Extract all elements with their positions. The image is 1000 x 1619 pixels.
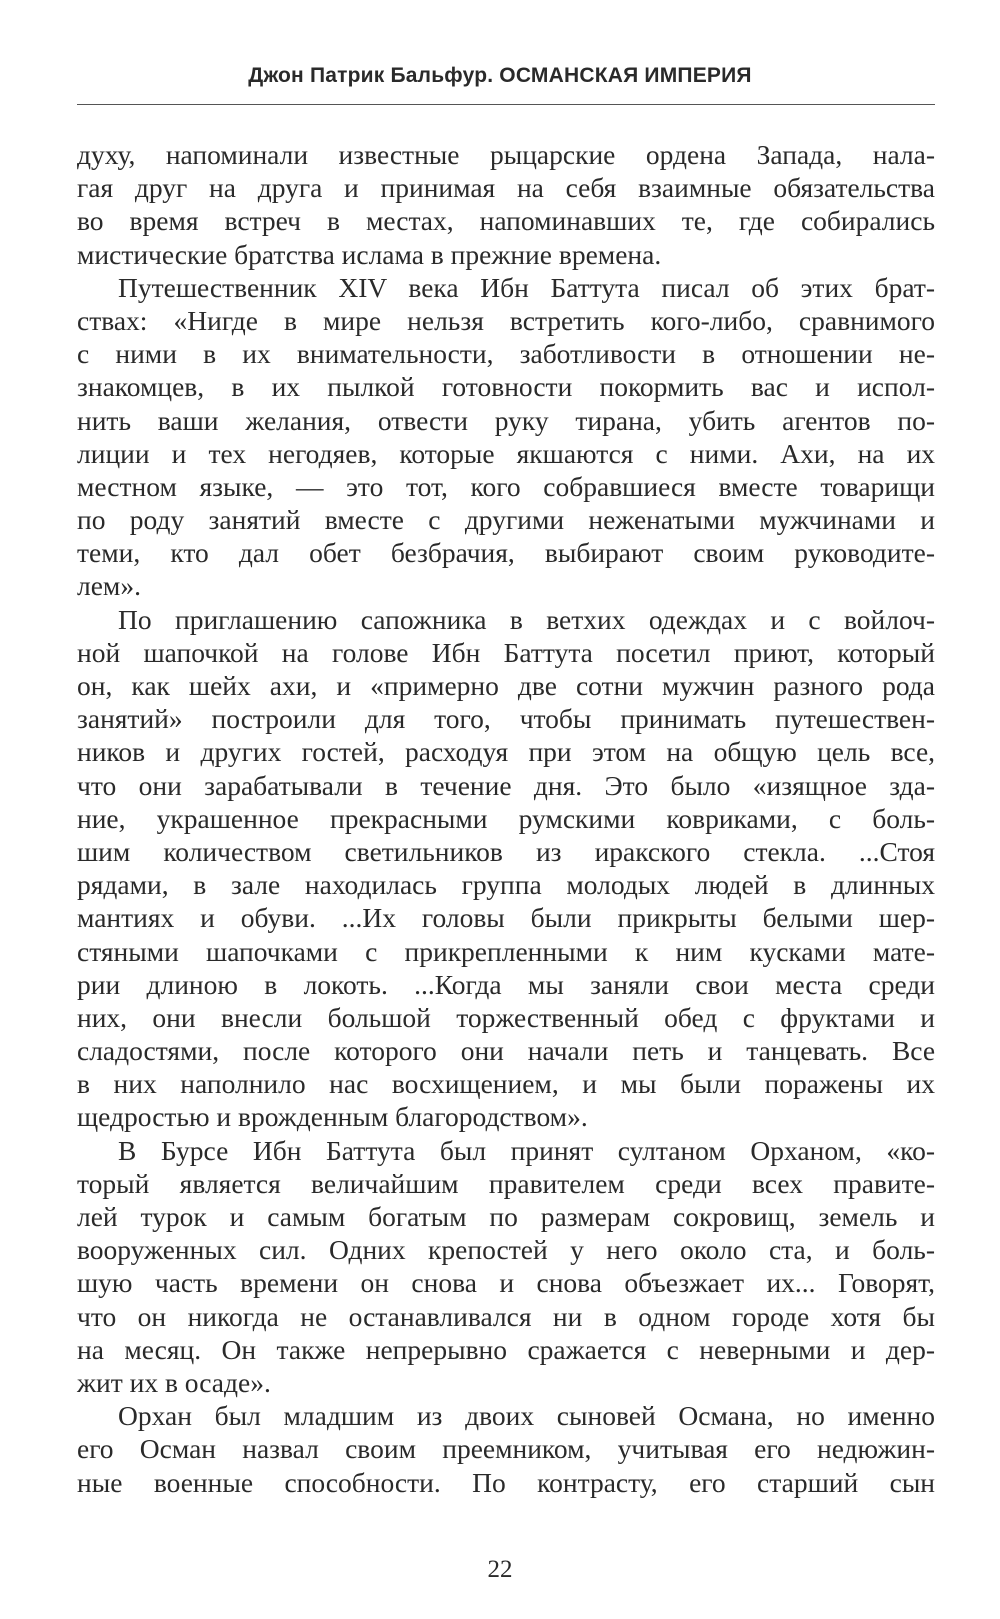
text-line: лей турок и самым богатым по размерам сокровищ, земель и — [77, 1201, 935, 1232]
text-line: мантиях и обуви. ...Их головы были прикрыты белыми шер- — [77, 902, 936, 934]
text-line: духу, напоминали известные рыцарские ордена Запада, нала- — [77, 139, 936, 170]
header-rule — [77, 104, 935, 105]
text-line: его Осман назвал своим преемником, учитывая его недюжин- — [77, 1433, 935, 1465]
text-line: что он никогда не останавливался ни в одном городе хотя бы — [77, 1300, 935, 1332]
page-number: 22 — [487, 1556, 513, 1583]
text-line: ствах: «Нигде в мире нельзя встретить кого-либо, сравнимого — [77, 304, 936, 336]
text-line: мистические братства ислама в прежние времена. — [77, 238, 662, 270]
text-line: на месяц. Он также непрерывно сражается с неверными и дер- — [77, 1333, 936, 1365]
text-line: что они зарабатывали в течение дня. Это было «изящное зда- — [77, 769, 935, 801]
text-line: лиции и тех негодяев, которые якшаются с ними. Ахи, на их — [77, 437, 936, 469]
text-line: шую часть времени он снова и снова объезжает их... Говорят, — [77, 1267, 935, 1299]
text-line: Орхан был младшим из двоих сыновей Османа, но именно — [118, 1400, 936, 1432]
text-line: шим количеством светильников из иракского стекла. ...Стоя — [77, 835, 936, 867]
body-text — [77, 138, 935, 1499]
text-line: По приглашению сапожника в ветхих одеждах и с войлоч- — [118, 603, 936, 635]
text-line: них, они внесли большой торжественный обед с фруктами и — [77, 1001, 936, 1033]
text-line: теми, кто дал обет безбрачия, выбирают своим руководите- — [77, 537, 935, 569]
text-line: ние, украшенное прекрасными румскими ковриками, с боль- — [77, 802, 936, 834]
text-line: щедростью и врожденным благородством». — [77, 1101, 588, 1133]
text-line: в них наполнило нас восхищением, и мы были поражены их — [77, 1068, 935, 1100]
text-line: ной шапочкой на голове Ибн Баттута посетил приют, который — [77, 636, 935, 668]
text-line: жит их в осаде». — [77, 1366, 271, 1398]
text-line: В Бурсе Ибн Баттута был принят султаном Орханом, «ко- — [118, 1134, 936, 1166]
text-line: он, как шейх ахи, и «примерно две сотни мужчин разного рода — [77, 670, 935, 701]
text-line: во время встреч в местах, напоминавших те, где собирались — [77, 205, 935, 237]
running-head-title: Джон Патрик Бальфур. ОСМАНСКАЯ ИМПЕРИЯ — [248, 64, 752, 87]
text-line: ные военные способности. По контрасту, его старший сын — [77, 1466, 936, 1498]
text-line: нить ваши желания, отвести руку тирана, убить агентов по- — [77, 404, 936, 436]
text-line: занятий» построили для того, чтобы принимать путешествен- — [77, 703, 936, 735]
text-line: по роду занятий вместе с другими неженатыми мужчинами и — [77, 504, 936, 536]
text-line: местном языке, — это тот, кого собравшиеся вместе товарищи — [77, 470, 935, 502]
text-line: рии длиною в локоть. ...Когда мы заняли свои места среди — [77, 968, 935, 1000]
text-line: ников и других гостей, расходуя при этом на общую цель все, — [77, 736, 936, 768]
text-line: сладостями, после которого они начали петь и танцевать. Все — [77, 1035, 936, 1067]
text-line: рядами, в зале находилась группа молодых людей в длинных — [77, 869, 936, 901]
text-line: вооруженных сил. Одних крепостей у него около ста, и боль- — [77, 1234, 935, 1266]
text-line: Путешественник XIV века Ибн Баттута писал об этих брат- — [118, 271, 935, 303]
text-line: знакомцев, в их пылкой готовности покормить вас и испол- — [77, 371, 935, 403]
text-line: стяными шапочками с прикрепленными к ним кусками мате- — [77, 935, 935, 967]
text-line: с ними в их внимательности, заботливости в отношении не- — [77, 338, 935, 370]
text-line: гая друг на друга и принимая на себя взаимные обязательства — [77, 172, 935, 204]
text-line: лем». — [77, 570, 141, 602]
text-line: торый является величайшим правителем среди всех правите- — [77, 1167, 936, 1199]
